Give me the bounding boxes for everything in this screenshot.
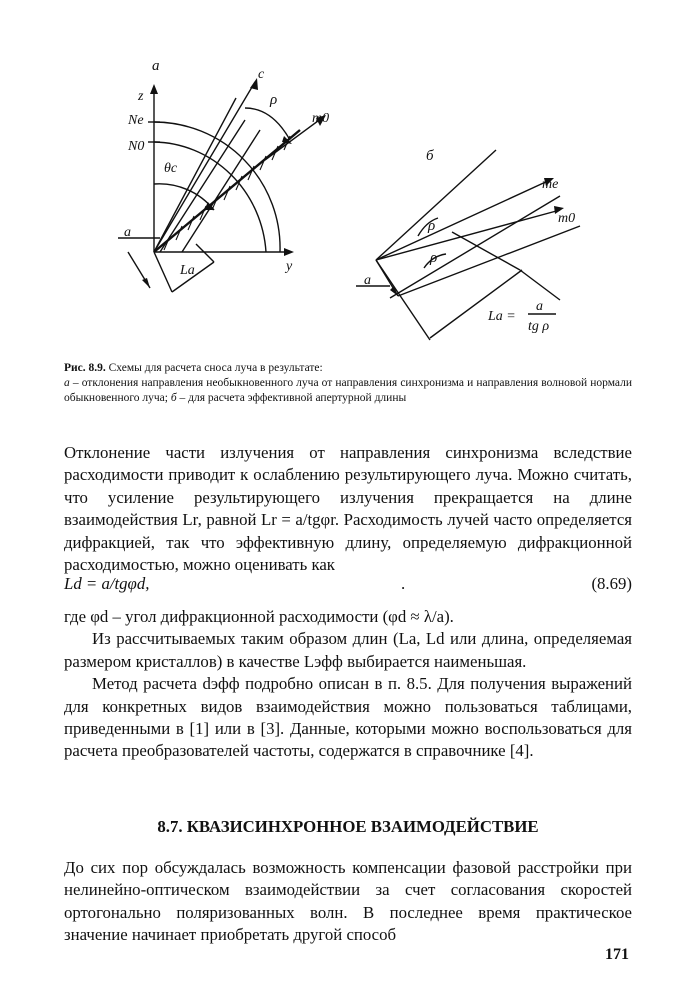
caption-title: Схемы для расчета сноса луча в результате: [105, 362, 323, 374]
label-ne: Ne [128, 113, 144, 128]
paragraph-1: Отклонение части излучения от направления синхронизма вследствие расходимости приводит к ослаблению результирующего луча. Можно считать, что усиление результирующего излучения прекращается на длине взаимодействия Lr, равной Lr = a/tgφr. Расходимость лучей часто определяется дифракцией, так что эффективную длину, определяемую дифракционной расходимостью, можно оценивать как [64, 443, 632, 575]
label-a-right: a [364, 273, 371, 288]
formula-8-69 [64, 574, 632, 596]
label-z: z [138, 89, 144, 104]
label-rho-right-2: ρ [430, 250, 438, 266]
formula-number: (8.69) [591, 574, 632, 593]
label-c: c [258, 67, 265, 82]
arc-rho [245, 108, 290, 140]
caption-text-a: – отклонения направления необыкновенного луча от направления синхронизма и направления волновой нормали обыкновенного луча; [64, 377, 632, 404]
section-heading: 8.7. КВАЗИСИНХРОННОЕ ВЗАИМОДЕЙСТВИЕ [157, 817, 539, 836]
formula-la-num: a [536, 299, 543, 314]
label-me: me [542, 177, 559, 192]
body-paragraphs-2-4 [64, 606, 632, 763]
label-la-left: La [180, 263, 195, 278]
formula-la-den: tg ρ [528, 319, 550, 334]
caption-label-b: б [170, 392, 177, 404]
label-mo-left: m0 [312, 111, 330, 126]
caption-text-b: – для расчета эффективной апертурной длины [176, 392, 407, 404]
label-a-left: a [124, 225, 131, 240]
label-y: y [286, 259, 293, 274]
dim-la-right [430, 270, 522, 338]
label-theta: θc [164, 161, 178, 176]
ray-parallel-right [398, 226, 580, 296]
figure-8-9 [0, 0, 695, 360]
ray-parallel [182, 130, 260, 252]
caption-title-bold: Рис. 8.9. [64, 362, 106, 374]
label-no: N0 [128, 139, 145, 154]
label-rho-right-1: ρ [428, 218, 436, 234]
body-paragraph-1 [64, 442, 632, 576]
paragraph-4: Метод расчета dэфф подробно описан в п. 8.5. Для получения выражений для конкретных видов взаимодействия можно пользоваться таблицами, приведенными в [1] или в [3]. Данные, которыми можно воспользоваться для расчета преобразователей частоты, содержатся в справочнике [4]. [64, 674, 632, 761]
label-rho-left: ρ [270, 92, 278, 108]
paragraph-3: Из рассчитываемых таким образом длин (La, Ld или длина, определяемая размером кристаллов) в качестве Lэфф выбирается наименьшая. [64, 629, 632, 671]
panel-label-b: б [426, 148, 434, 164]
caption-label-a: а [64, 377, 70, 389]
panel-label-a: а [152, 58, 160, 74]
page-number: 171 [605, 946, 629, 963]
formula-expression: Ld = a/tgφd, [64, 574, 150, 593]
surface-lower [390, 196, 560, 298]
formula-la-lhs: La = [488, 309, 516, 324]
formula-dot: . [401, 574, 406, 593]
paragraph-2: где φd – угол дифракционной расходимости (φd ≈ λ/a). [64, 607, 454, 626]
label-mo-right: m0 [558, 211, 576, 226]
body-paragraph-5 [64, 857, 632, 947]
figure-caption [64, 361, 632, 406]
paragraph-5: До сих пор обсуждалась возможность компенсации фазовой расстройки при нелинейно-оптическом взаимодействии за счет согласования скоростей ортогонально поляризованных волн. В последнее время практическое значение начинает приобретать другой способ [64, 858, 632, 945]
